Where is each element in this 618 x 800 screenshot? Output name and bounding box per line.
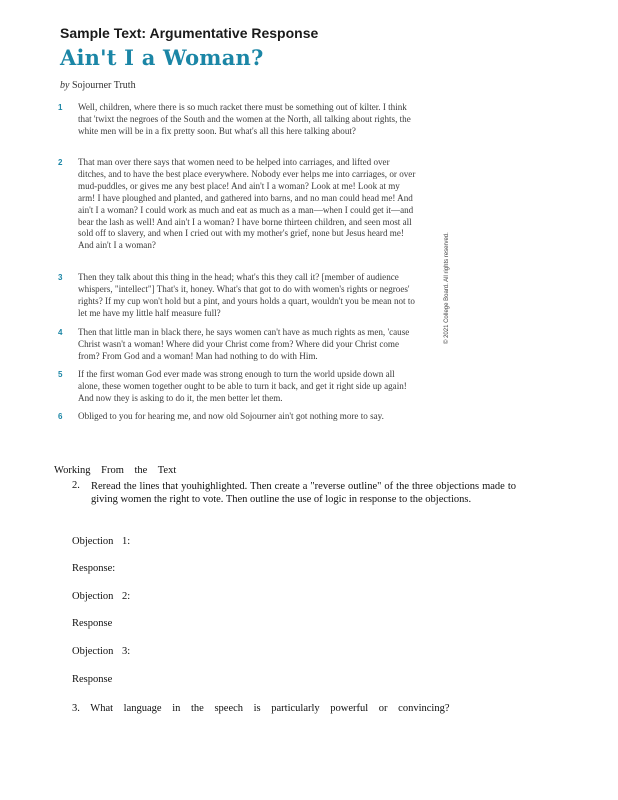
objection-2-label: Objection 2: bbox=[72, 591, 131, 602]
paragraph-text: That man over there says that women need to be helped into carriages, and lifted over ditches, and to have the best place everywhere. Nobody ever helps me into carriages, or over mud-puddles, or gives me any best place! And ain't I a woman? Look at me! Look at my arm! I have ploughed and planted, and gathered into barns, and no man could head me! And ain't I a woman? I could work as much and eat as much as a man—when I could get it—and bear the lash as well! And ain't I a woman? I have borne thirteen children, and seen most all sold off to slavery, and when I cried out with my mother's grief, none but Jesus heard me! And ain't I a woman? bbox=[78, 157, 416, 251]
section-label: Sample Text: Argumentative Response bbox=[60, 25, 319, 41]
objection-3-label: Objection 3: bbox=[72, 646, 131, 657]
question-3-prompt: 3. What language in the speech is particularly powerful or convincing? bbox=[72, 703, 450, 714]
response-3-label: Response bbox=[72, 674, 113, 685]
paragraph-text: If the first woman God ever made was strong enough to turn the world upside down all alone, these women together ought to be able to turn it back, and get it right side up again! And now they is asking to do it, the men better let them. bbox=[78, 369, 407, 403]
paragraph-6 bbox=[58, 411, 418, 423]
paragraph-text: Well, children, where there is so much racket there must be something out of kilter. I think that 'twixt the negroes of the South and the women at the North, all talking about rights, the white men will be in a fix pretty soon. But what's all this here talking about? bbox=[78, 102, 411, 136]
paragraph-5 bbox=[58, 369, 418, 405]
paragraph-number: 5 bbox=[58, 370, 63, 379]
paragraph-number: 6 bbox=[58, 412, 63, 421]
paragraph-3 bbox=[58, 272, 418, 320]
paragraph-text: Then they talk about this thing in the head; what's this they call it? [member of audience whispers, "intellect"] That's it, honey. What's that got to do with women's rights or negroes' rights? If my cup won't hold but a pint, and yours holds a quart, wouldn't you be mean not to let me have my little half measure full? bbox=[78, 272, 415, 318]
paragraph-4 bbox=[58, 327, 418, 363]
response-1-label: Response: bbox=[72, 563, 116, 574]
copyright-notice: © 2021 College Board. All rights reserved. bbox=[444, 232, 450, 344]
paragraph-number: 2 bbox=[58, 158, 63, 167]
objection-1-label: Objection 1: bbox=[72, 536, 131, 547]
paragraph-2 bbox=[58, 157, 418, 252]
byline-by: by bbox=[60, 80, 70, 91]
working-heading: Working From the Text bbox=[54, 465, 177, 476]
paragraph-number: 4 bbox=[58, 328, 63, 337]
byline-author: Sojourner Truth bbox=[71, 80, 136, 91]
byline bbox=[60, 80, 136, 91]
question-2-prompt: Reread the lines that youhighlighted. Then create a "reverse outline" of the three objections made to giving women the right to vote. Then outline the use of logic in response to the objections. bbox=[91, 481, 516, 505]
question-2-number: 2. bbox=[72, 480, 80, 491]
paragraph-1 bbox=[58, 102, 418, 138]
paragraph-number: 3 bbox=[58, 273, 63, 282]
paragraph-number: 1 bbox=[58, 103, 63, 112]
response-2-label: Response bbox=[72, 618, 113, 629]
paragraph-text: Then that little man in black there, he says women can't have as much rights as men, 'cause Christ wasn't a woman! Where did your Christ come from? Where did your Christ come from? From God and a woman! Man had nothing to do with Him. bbox=[78, 327, 410, 361]
paragraph-text: Obliged to you for hearing me, and now old Sojourner ain't got nothing more to say. bbox=[78, 411, 384, 421]
page-title: Ain't I a Woman? bbox=[60, 45, 264, 70]
